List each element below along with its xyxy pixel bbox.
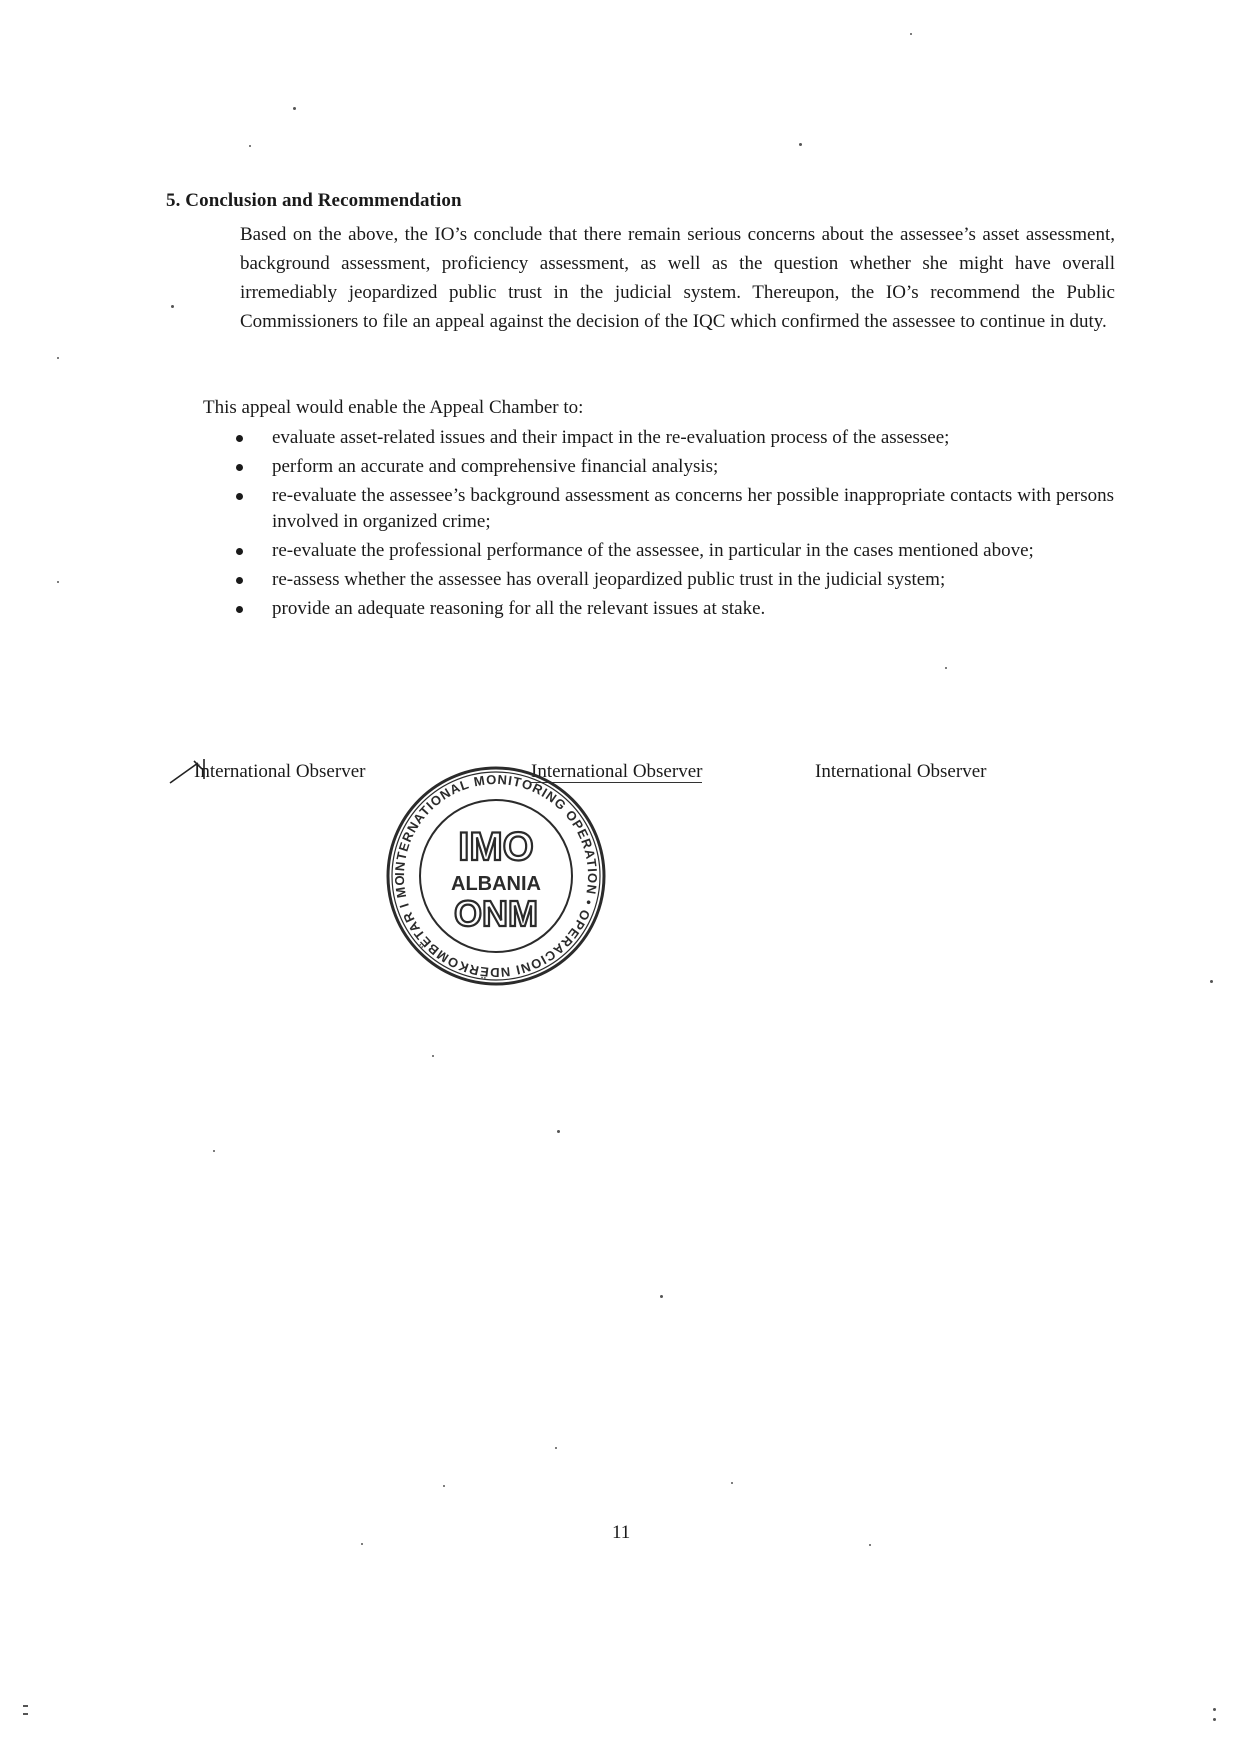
- appeal-intro: This appeal would enable the Appeal Chamber to:: [203, 397, 584, 418]
- scan-speck: [869, 1544, 871, 1546]
- section-heading: 5. Conclusion and Recommendation: [166, 190, 462, 211]
- official-stamp: [380, 760, 612, 992]
- list-item: re-evaluate the assessee’s background assessment as concerns her possible inappropriate contacts with persons involved in organized crime;: [236, 483, 1114, 535]
- scan-speck: [23, 1713, 28, 1715]
- scan-speck: [171, 305, 174, 308]
- scan-speck: [57, 581, 59, 583]
- observer-3-label: International Observer: [815, 761, 987, 782]
- svg-text:ALBANIA: ALBANIA: [451, 873, 541, 895]
- list-item: perform an accurate and comprehensive financial analysis;: [236, 454, 1114, 480]
- scan-speck: [23, 1705, 28, 1707]
- scan-speck: [945, 667, 947, 669]
- scan-speck: [557, 1130, 560, 1133]
- list-item: evaluate asset-related issues and their impact in the re-evaluation process of the assessee;: [236, 425, 1114, 451]
- scan-speck: [555, 1447, 557, 1449]
- observer-2-label: International Observer: [531, 761, 703, 782]
- svg-text:ONM: ONM: [454, 893, 538, 934]
- scan-speck: [1213, 1718, 1216, 1721]
- bullet-icon: [236, 493, 243, 500]
- stamp-seal-icon: [380, 760, 612, 992]
- scan-speck: [1210, 980, 1213, 983]
- scan-speck: [432, 1055, 434, 1057]
- list-item: provide an adequate reasoning for all the relevant issues at stake.: [236, 596, 1114, 622]
- scan-speck: [910, 33, 912, 35]
- scan-speck: [731, 1482, 733, 1484]
- scan-speck: [1213, 1708, 1216, 1711]
- svg-text:INTERNATIONAL MONITORING OPERA: INTERNATIONAL MONITORING OPERATION • OPERACIONI NDËRKOMBËTAR I MO: [391, 771, 601, 981]
- bullet-icon: [236, 577, 243, 584]
- bullet-icon: [236, 464, 243, 471]
- list-item: re-evaluate the professional performance of the assessee, in particular in the cases mentioned above;: [236, 538, 1114, 564]
- conclusion-paragraph: [240, 220, 1115, 336]
- conclusion-text: Based on the above, the IO’s conclude that there remain serious concerns about the assessee’s asset assessment, background assessment, proficiency assessment, as well as the question whether she might have overall irremediably jeopardized public trust in the judicial system. Thereupon, the IO’s recommend the Public Commissioners to file an appeal against the decision of the IQC which confirmed the assessee to continue in duty.: [240, 224, 1115, 332]
- bullet-icon: [236, 435, 243, 442]
- scan-speck: [213, 1150, 215, 1152]
- scan-speck: [249, 145, 251, 147]
- scan-speck: [57, 357, 59, 359]
- appeal-list: [236, 425, 1114, 625]
- scan-speck: [799, 143, 802, 146]
- list-item: re-assess whether the assessee has overall jeopardized public trust in the judicial system;: [236, 567, 1114, 593]
- bullet-icon: [236, 548, 243, 555]
- observer-1-label: International Observer: [194, 761, 366, 782]
- scan-speck: [293, 107, 296, 110]
- scan-speck: [443, 1485, 445, 1487]
- svg-text:IMO: IMO: [458, 825, 534, 869]
- scan-speck: [660, 1295, 663, 1298]
- scan-speck: [361, 1543, 363, 1545]
- page-number: 11: [612, 1522, 631, 1543]
- bullet-icon: [236, 606, 243, 613]
